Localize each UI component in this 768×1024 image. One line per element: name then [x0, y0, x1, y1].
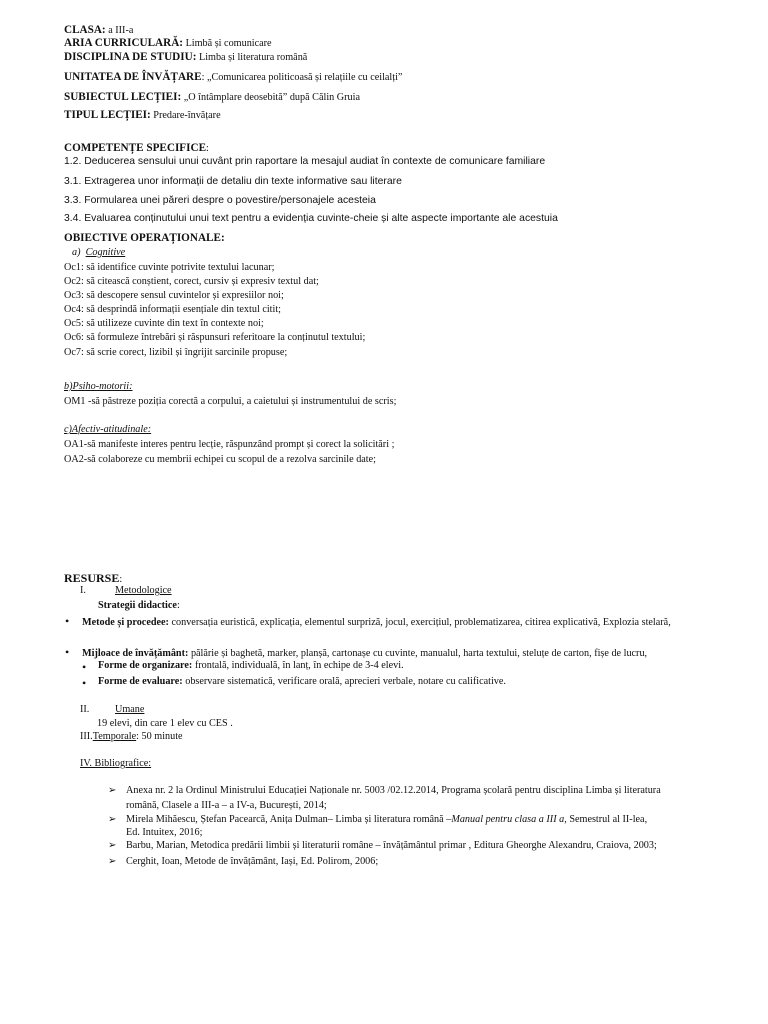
- objective-item: Oc4: să desprindă informații esențiale din textul citit;: [64, 304, 281, 315]
- sec2-num: II.: [80, 704, 90, 715]
- competenta-item: 3.4. Evaluarea conținutului unui text pentru a evidenția cuvinte-cheie și alte aspecte importante ale acestuia: [64, 213, 558, 224]
- forme-organizare-line: Forme de organizare: frontală, individuală, în lanț, în echipe de 3-4 elevi.: [98, 660, 404, 671]
- biblio-item: Cerghit, Ioan, Metode de învățământ, Iași, Ed. Polirom, 2006;: [126, 856, 379, 867]
- biblio-item-cont: română, Clasele a III-a – a IV-a, București, 2014;: [126, 800, 327, 811]
- forme-evaluare-line: Forme de evaluare: observare sistematică, verificare orală, aprecieri verbale, notare cu calificative.: [98, 676, 506, 687]
- arrow-bullet-icon: ➢: [108, 856, 117, 867]
- biblio-item: Barbu, Marian, Metodica predării limbii și literaturii române – învățământul primar , Editura Gheorghe Alexandru, Craiova, 2003;: [126, 840, 657, 851]
- tipul-line: [64, 110, 221, 121]
- arrow-bullet-icon: ➢: [108, 840, 117, 851]
- aria-value: Limbă și comunicare: [183, 38, 272, 49]
- aria-label: ARIA CURRICULARĂ:: [64, 37, 184, 49]
- mijloace-paragraph: Mijloace de învățământ: pălărie și baghetă, marker, planșă, cartonașe cu cuvinte, manualul, harta textului, steluțe de carton, fișe de lucru,: [82, 648, 648, 659]
- unitatea-label: UNITATEA DE ÎNVĂȚARE: [64, 71, 202, 83]
- tipul-label: TIPUL LECȚIEI:: [64, 109, 151, 121]
- sec1-label: Metodologice: [115, 585, 172, 596]
- bullet-icon: •: [82, 676, 87, 690]
- bullet-icon: •: [65, 614, 70, 628]
- disciplina-line: [64, 52, 307, 63]
- objective-item: OM1 -să păstreze poziția corectă a corpului, a caietului și instrumentului de scris;: [64, 396, 397, 407]
- objective-item: Oc2: să citească conștient, corect, cursiv și expresiv textul dat;: [64, 276, 319, 287]
- objective-item: Oc5: să utilizeze cuvinte din text în contexte noi;: [64, 318, 264, 329]
- aria-line: [64, 38, 272, 49]
- clasa-label: CLASA:: [64, 24, 106, 36]
- strategii-line: Strategii didactice:: [98, 600, 180, 611]
- biblio-item: Mirela Mihăescu, Ștefan Pacearcă, Anița Dulman– Limba și literatura română –Manual pentru clasa a III a, Semestrul al II-lea,: [126, 814, 648, 825]
- objective-item: Oc6: să formuleze întrebări și răspunsuri referitoare la conținutul textului;: [64, 332, 366, 343]
- competenta-item: 1.2. Deducerea sensului unui cuvânt prin raportare la mesajul audiat în contexte de comunicare familiare: [64, 156, 546, 167]
- arrow-bullet-icon: ➢: [108, 785, 117, 796]
- temporale-line: III.Temporale: 50 minute: [80, 731, 183, 742]
- subiectul-value: „O întâmplare deosebită” după Călin Gruia: [181, 92, 360, 103]
- subiectul-line: [64, 92, 360, 103]
- cognitive-subheading: [72, 248, 125, 258]
- disciplina-label: DISCIPLINA DE STUDIU:: [64, 51, 197, 63]
- tipul-value: Predare-învățare: [150, 110, 221, 121]
- objective-item: Oc1: să identifice cuvinte potrivite textului lacunar;: [64, 262, 275, 273]
- cognitive-label: Cognitive: [85, 247, 126, 258]
- afectiv-subheading: c)Afectiv-atitudinale:: [64, 424, 152, 435]
- cognitive-marker: a): [72, 247, 81, 258]
- objective-item: OA1-să manifeste interes pentru lecție, răspunzând prompt și corect la solicitări ;: [64, 439, 395, 450]
- objective-item: Oc7: să scrie corect, lizibil și îngrijit sarcinile propuse;: [64, 347, 288, 358]
- disciplina-value: Limba și literatura română: [196, 52, 308, 63]
- obiective-heading: OBIECTIVE OPERAȚIONALE:: [64, 232, 225, 244]
- metode-paragraph: Metode și procedee: conversația euristică, explicația, elementul surpriză, jocul, exercițiul, problematizarea, citirea explicativă, Explozia stelară,: [82, 617, 671, 628]
- clasa-value: a III-a: [105, 25, 134, 36]
- bullet-icon: •: [65, 645, 70, 659]
- bibliografice-heading: IV. Bibliografice:: [80, 758, 152, 769]
- competente-heading: COMPETENȚE SPECIFICE:: [64, 142, 209, 154]
- subiectul-label: SUBIECTUL LECȚIEI:: [64, 91, 182, 103]
- psiho-subheading: b)Psiho-motorii:: [64, 381, 133, 392]
- competenta-item: 3.3. Formularea unei păreri despre o povestire/personajele acesteia: [64, 195, 376, 206]
- arrow-bullet-icon: ➢: [108, 814, 117, 825]
- sec2-label: Umane: [115, 704, 145, 715]
- biblio-item: Anexa nr. 2 la Ordinul Ministrului Educației Naționale nr. 5003 /02.12.2014, Programa școlară pentru disciplina Limba și literatura: [126, 785, 661, 796]
- objective-item: Oc3: să descopere sensul cuvintelor și expresiilor noi;: [64, 290, 284, 301]
- biblio-item-cont: Ed. Intuitex, 2016;: [126, 827, 203, 838]
- resurse-heading: RESURSE:: [64, 571, 123, 585]
- sec1-num: I.: [80, 585, 86, 596]
- unitatea-value: : „Comunicarea politicoasă și relațiile cu ceilalți”: [201, 72, 403, 83]
- clasa-line: [64, 25, 133, 36]
- umane-text: 19 elevi, din care 1 elev cu CES .: [97, 718, 233, 729]
- competenta-item: 3.1. Extragerea unor informații de detaliu din texte informative sau literare: [64, 176, 402, 187]
- unitatea-line: [64, 72, 402, 83]
- objective-item: OA2-să colaboreze cu membrii echipei cu scopul de a rezolva sarcinile date;: [64, 454, 376, 465]
- bullet-icon: •: [82, 660, 87, 674]
